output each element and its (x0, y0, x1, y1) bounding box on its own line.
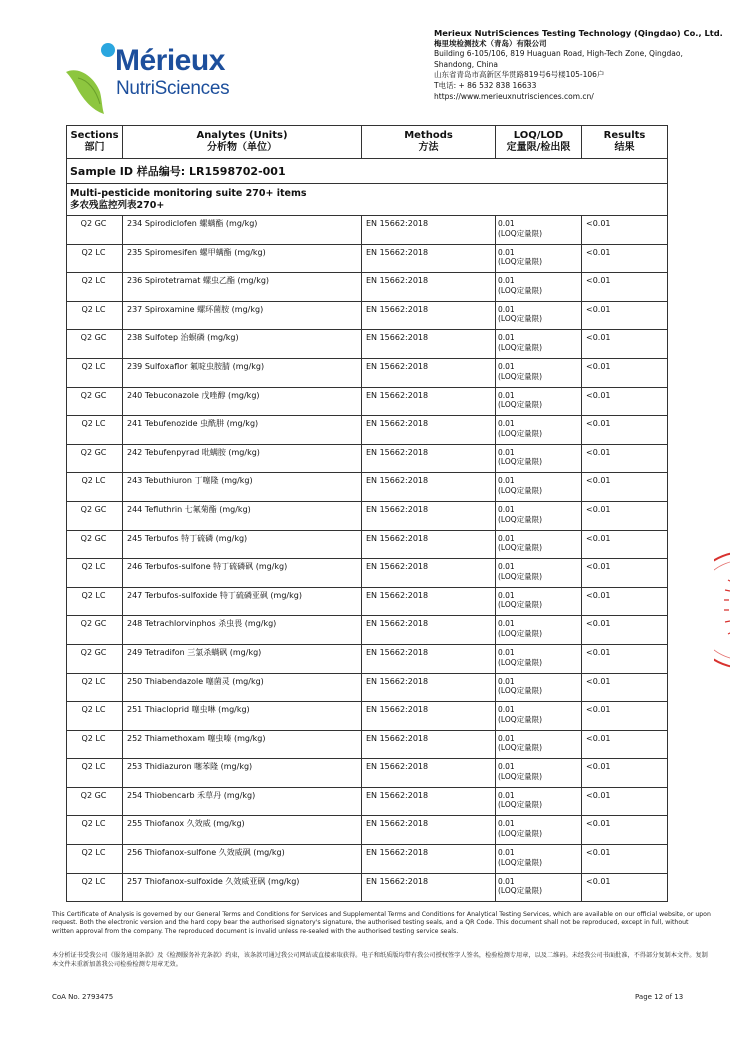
footer-terms-cn: 本分析证书受我公司《服务通用条款》及《检测服务补充条款》约束，该条款可通过我公司网站或直接索取获得。电子和纸质版均带有我公司授权签字人签名，检验检测专用章，以及二维码。未经我公司书面批准，不得部分复制本文件。复制本文件未重新加盖我公司检验检测专用章无效。 (52, 952, 708, 968)
loq-label: (LOQ定量限) (498, 342, 543, 352)
table-row (67, 473, 668, 502)
loq-label: (LOQ定量限) (498, 371, 543, 381)
analyte-cell: 241 Tebufenozide 虫酰肼 (mg/kg) (123, 416, 362, 445)
loq-label: (LOQ定量限) (498, 714, 543, 724)
company-phone: T电话: + 86 532 838 16633 (434, 80, 537, 90)
section-cell: Q2 LC (67, 873, 123, 902)
header-analytes: Analytes (Units) 分析物（单位） (123, 126, 362, 159)
header-sections: Sections 部门 (67, 126, 123, 159)
table-row (67, 416, 668, 445)
loq-cell (496, 301, 582, 330)
loq-value: 0.01 (498, 619, 515, 629)
method-cell: EN 15662:2018 (362, 816, 496, 845)
table-row (67, 787, 668, 816)
suite-row (67, 184, 668, 216)
analyte-cell: 238 Sulfotep 治螟磷 (mg/kg) (123, 330, 362, 359)
section-cell: Q2 GC (67, 616, 123, 645)
company-website[interactable]: https://www.merieuxnutrisciences.com.cn/ (434, 91, 594, 101)
result-cell: <0.01 (582, 559, 668, 588)
table-row (67, 559, 668, 588)
result-cell: <0.01 (582, 873, 668, 902)
loq-cell (496, 416, 582, 445)
analyte-cell: 242 Tebufenpyrad 吡螨胺 (mg/kg) (123, 444, 362, 473)
analyte-cell: 235 Spiromesifen 螺甲螨酯 (mg/kg) (123, 244, 362, 273)
method-cell: EN 15662:2018 (362, 473, 496, 502)
company-name-cn: 梅里埃检测技术（青岛）有限公司 (434, 38, 547, 48)
loq-label: (LOQ定量限) (498, 571, 543, 581)
section-cell: Q2 LC (67, 759, 123, 788)
loq-label: (LOQ定量限) (498, 285, 543, 295)
result-cell: <0.01 (582, 273, 668, 302)
suite-title (67, 184, 668, 216)
analyte-cell: 248 Tetrachlorvinphos 杀虫畏 (mg/kg) (123, 616, 362, 645)
loq-value: 0.01 (498, 790, 515, 800)
result-cell: <0.01 (582, 759, 668, 788)
loq-cell (496, 673, 582, 702)
analyte-cell: 251 Thiacloprid 噻虫啉 (mg/kg) (123, 702, 362, 731)
loq-cell (496, 244, 582, 273)
suite-title-en: Multi-pesticide monitoring suite 270+ items (70, 188, 307, 199)
header-methods: Methods 方法 (362, 126, 496, 159)
suite-title-cn: 多农残监控列表270+ (70, 200, 165, 211)
loq-cell (496, 787, 582, 816)
loq-label: (LOQ定量限) (498, 771, 543, 781)
table-row (67, 873, 668, 902)
analyte-cell: 239 Sulfoxaflor 氟啶虫胺腈 (mg/kg) (123, 358, 362, 387)
coa-number: CoA No. 2793475 (52, 993, 114, 1001)
section-cell: Q2 LC (67, 244, 123, 273)
result-cell: <0.01 (582, 616, 668, 645)
header-loq: LOQ/LOD 定量限/检出限 (496, 126, 582, 159)
analyte-cell: 243 Tebuthiuron 丁噻隆 (mg/kg) (123, 473, 362, 502)
loq-value: 0.01 (498, 361, 515, 371)
result-cell: <0.01 (582, 244, 668, 273)
table-row (67, 616, 668, 645)
table-row (67, 816, 668, 845)
result-cell: <0.01 (582, 787, 668, 816)
loq-label: (LOQ定量限) (498, 485, 543, 495)
loq-value: 0.01 (498, 733, 515, 743)
method-cell: EN 15662:2018 (362, 501, 496, 530)
result-cell: <0.01 (582, 301, 668, 330)
result-cell: <0.01 (582, 387, 668, 416)
section-cell: Q2 LC (67, 730, 123, 759)
loq-label: (LOQ定量限) (498, 743, 543, 753)
loq-cell (496, 559, 582, 588)
table-row (67, 530, 668, 559)
method-cell: EN 15662:2018 (362, 787, 496, 816)
loq-cell (496, 845, 582, 874)
section-cell: Q2 LC (67, 473, 123, 502)
method-cell: EN 15662:2018 (362, 759, 496, 788)
method-cell: EN 15662:2018 (362, 273, 496, 302)
loq-value: 0.01 (498, 562, 515, 572)
section-cell: Q2 GC (67, 787, 123, 816)
table-row (67, 587, 668, 616)
header-results: Results 结果 (582, 126, 668, 159)
method-cell: EN 15662:2018 (362, 216, 496, 245)
section-cell: Q2 LC (67, 587, 123, 616)
loq-value: 0.01 (498, 848, 515, 858)
method-cell: EN 15662:2018 (362, 244, 496, 273)
loq-label: (LOQ定量限) (498, 657, 543, 667)
loq-cell (496, 644, 582, 673)
table-row (67, 702, 668, 731)
sample-id: Sample ID 样品编号: LR1598702-001 (67, 159, 668, 184)
section-cell: Q2 LC (67, 273, 123, 302)
section-cell: Q2 GC (67, 330, 123, 359)
section-cell: Q2 LC (67, 673, 123, 702)
method-cell: EN 15662:2018 (362, 673, 496, 702)
method-cell: EN 15662:2018 (362, 702, 496, 731)
analyte-cell: 256 Thiofanox-sulfone 久效威砜 (mg/kg) (123, 845, 362, 874)
method-cell: EN 15662:2018 (362, 845, 496, 874)
section-cell: Q2 LC (67, 559, 123, 588)
page-number: Page 12 of 13 (635, 993, 684, 1001)
loq-value: 0.01 (498, 276, 515, 286)
result-cell: <0.01 (582, 530, 668, 559)
loq-cell (496, 587, 582, 616)
result-cell: <0.01 (582, 416, 668, 445)
analyte-cell: 246 Terbufos-sulfone 特丁硫磷砜 (mg/kg) (123, 559, 362, 588)
loq-cell (496, 216, 582, 245)
method-cell: EN 15662:2018 (362, 873, 496, 902)
loq-cell (496, 759, 582, 788)
analyte-cell: 255 Thiofanox 久效威 (mg/kg) (123, 816, 362, 845)
company-info (434, 28, 724, 102)
method-cell: EN 15662:2018 (362, 587, 496, 616)
result-cell: <0.01 (582, 473, 668, 502)
loq-label: (LOQ定量限) (498, 543, 543, 553)
result-cell: <0.01 (582, 587, 668, 616)
company-address-en-1: Building 6-105/106, 819 Huaguan Road, High-Tech Zone, Qingdao, (434, 49, 683, 59)
analyte-cell: 250 Thiabendazole 噻菌灵 (mg/kg) (123, 673, 362, 702)
loq-value: 0.01 (498, 447, 515, 457)
table-row (67, 273, 668, 302)
loq-value: 0.01 (498, 647, 515, 657)
analyte-cell: 252 Thiamethoxam 噻虫嗪 (mg/kg) (123, 730, 362, 759)
loq-value: 0.01 (498, 476, 515, 486)
method-cell: EN 15662:2018 (362, 644, 496, 673)
method-cell: EN 15662:2018 (362, 301, 496, 330)
result-cell: <0.01 (582, 501, 668, 530)
loq-cell (496, 530, 582, 559)
analyte-cell: 240 Tebuconazole 戊唑醇 (mg/kg) (123, 387, 362, 416)
loq-cell (496, 873, 582, 902)
analyte-cell: 253 Thidiazuron 噻苯隆 (mg/kg) (123, 759, 362, 788)
loq-cell (496, 330, 582, 359)
loq-label: (LOQ定量限) (498, 457, 543, 467)
loq-label: (LOQ定量限) (498, 886, 543, 896)
analyte-cell: 236 Spirotetramat 螺虫乙酯 (mg/kg) (123, 273, 362, 302)
analyte-cell: 247 Terbufos-sulfoxide 特丁硫磷亚砜 (mg/kg) (123, 587, 362, 616)
loq-value: 0.01 (498, 333, 515, 343)
loq-value: 0.01 (498, 304, 515, 314)
company-logo (64, 36, 254, 116)
testing-seal-icon (714, 550, 730, 670)
table-row (67, 301, 668, 330)
result-cell: <0.01 (582, 330, 668, 359)
loq-label: (LOQ定量限) (498, 514, 543, 524)
loq-value: 0.01 (498, 876, 515, 886)
method-cell: EN 15662:2018 (362, 330, 496, 359)
section-cell: Q2 LC (67, 845, 123, 874)
section-cell: Q2 LC (67, 416, 123, 445)
table-row (67, 673, 668, 702)
section-cell: Q2 GC (67, 501, 123, 530)
table-row (67, 444, 668, 473)
method-cell: EN 15662:2018 (362, 416, 496, 445)
loq-value: 0.01 (498, 676, 515, 686)
result-cell: <0.01 (582, 444, 668, 473)
result-cell: <0.01 (582, 216, 668, 245)
loq-value: 0.01 (498, 504, 515, 514)
analyte-cell: 237 Spiroxamine 螺环菌胺 (mg/kg) (123, 301, 362, 330)
loq-cell (496, 616, 582, 645)
section-cell: Q2 LC (67, 702, 123, 731)
table-row (67, 730, 668, 759)
section-cell: Q2 LC (67, 816, 123, 845)
section-cell: Q2 GC (67, 387, 123, 416)
method-cell: EN 15662:2018 (362, 358, 496, 387)
sample-id-row (67, 159, 668, 184)
loq-label: (LOQ定量限) (498, 686, 543, 696)
table-row (67, 244, 668, 273)
loq-value: 0.01 (498, 219, 515, 228)
section-cell: Q2 GC (67, 644, 123, 673)
result-cell: <0.01 (582, 845, 668, 874)
result-cell: <0.01 (582, 673, 668, 702)
method-cell: EN 15662:2018 (362, 616, 496, 645)
loq-label: (LOQ定量限) (498, 428, 543, 438)
analyte-cell: 234 Spirodiclofen 螺螨酯 (mg/kg) (123, 216, 362, 245)
section-cell: Q2 GC (67, 530, 123, 559)
table-row (67, 216, 668, 245)
section-cell: Q2 LC (67, 301, 123, 330)
table-row (67, 387, 668, 416)
table-row (67, 330, 668, 359)
loq-value: 0.01 (498, 533, 515, 543)
loq-label: (LOQ定量限) (498, 400, 543, 410)
result-cell: <0.01 (582, 358, 668, 387)
loq-label: (LOQ定量限) (498, 800, 543, 810)
result-cell: <0.01 (582, 702, 668, 731)
loq-cell (496, 358, 582, 387)
table-row (67, 358, 668, 387)
footer-terms-en: This Certificate of Analysis is governed by our General Terms and Conditions for Services and Supplemental Terms and Conditions for Analytical Testing Services, which are available on our official website, or upon request. Both the electronic version and the hard copy bear the authorised signatory's signature, the authorised testing seals, and a QR Code. This document shall not be reproduced, except in full, without written approval from the company. The reproduced document is invalid unless re-sealed with the authorised testing service seals. (52, 911, 711, 935)
section-cell: Q2 GC (67, 444, 123, 473)
loq-label: (LOQ定量限) (498, 829, 543, 839)
analyte-cell: 249 Tetradifon 三氯杀螨砜 (mg/kg) (123, 644, 362, 673)
table-header-row (67, 126, 668, 159)
section-cell: Q2 GC (67, 216, 123, 245)
company-address-en-2: Shandong, China (434, 59, 498, 69)
loq-value: 0.01 (498, 705, 515, 715)
company-name-en: Merieux NutriSciences Testing Technology (Qingdao) Co., Ltd. (434, 28, 723, 38)
company-address-cn: 山东省青岛市高新区华贯路819号6号楼105-106户 (434, 70, 605, 80)
result-cell: <0.01 (582, 730, 668, 759)
loq-cell (496, 273, 582, 302)
loq-label: (LOQ定量限) (498, 257, 543, 267)
method-cell: EN 15662:2018 (362, 387, 496, 416)
loq-cell (496, 387, 582, 416)
loq-label: (LOQ定量限) (498, 628, 543, 638)
method-cell: EN 15662:2018 (362, 444, 496, 473)
method-cell: EN 15662:2018 (362, 530, 496, 559)
loq-label: (LOQ定量限) (498, 600, 543, 610)
loq-cell (496, 473, 582, 502)
brand-subname: NutriSciences (116, 78, 230, 99)
loq-value: 0.01 (498, 590, 515, 600)
method-cell: EN 15662:2018 (362, 559, 496, 588)
results-table (66, 125, 668, 902)
loq-label: (LOQ定量限) (498, 857, 543, 867)
table-row (67, 501, 668, 530)
table-row (67, 644, 668, 673)
analyte-cell: 245 Terbufos 特丁硫磷 (mg/kg) (123, 530, 362, 559)
result-cell: <0.01 (582, 644, 668, 673)
section-cell: Q2 LC (67, 358, 123, 387)
analyte-cell: 254 Thiobencarb 禾草丹 (mg/kg) (123, 787, 362, 816)
analyte-cell: 244 Tefluthrin 七氟菊酯 (mg/kg) (123, 501, 362, 530)
table-row (67, 845, 668, 874)
table-row (67, 759, 668, 788)
loq-value: 0.01 (498, 247, 515, 257)
loq-value: 0.01 (498, 819, 515, 829)
loq-value: 0.01 (498, 762, 515, 772)
loq-cell (496, 501, 582, 530)
brand-name: Mérieux (115, 44, 225, 77)
loq-value: 0.01 (498, 419, 515, 429)
result-cell: <0.01 (582, 816, 668, 845)
loq-cell (496, 816, 582, 845)
loq-value: 0.01 (498, 390, 515, 400)
loq-cell (496, 702, 582, 731)
analyte-cell: 257 Thiofanox-sulfoxide 久效威亚砜 (mg/kg) (123, 873, 362, 902)
method-cell: EN 15662:2018 (362, 730, 496, 759)
loq-cell (496, 444, 582, 473)
loq-cell (496, 730, 582, 759)
loq-label: (LOQ定量限) (498, 228, 543, 238)
loq-label: (LOQ定量限) (498, 314, 543, 324)
